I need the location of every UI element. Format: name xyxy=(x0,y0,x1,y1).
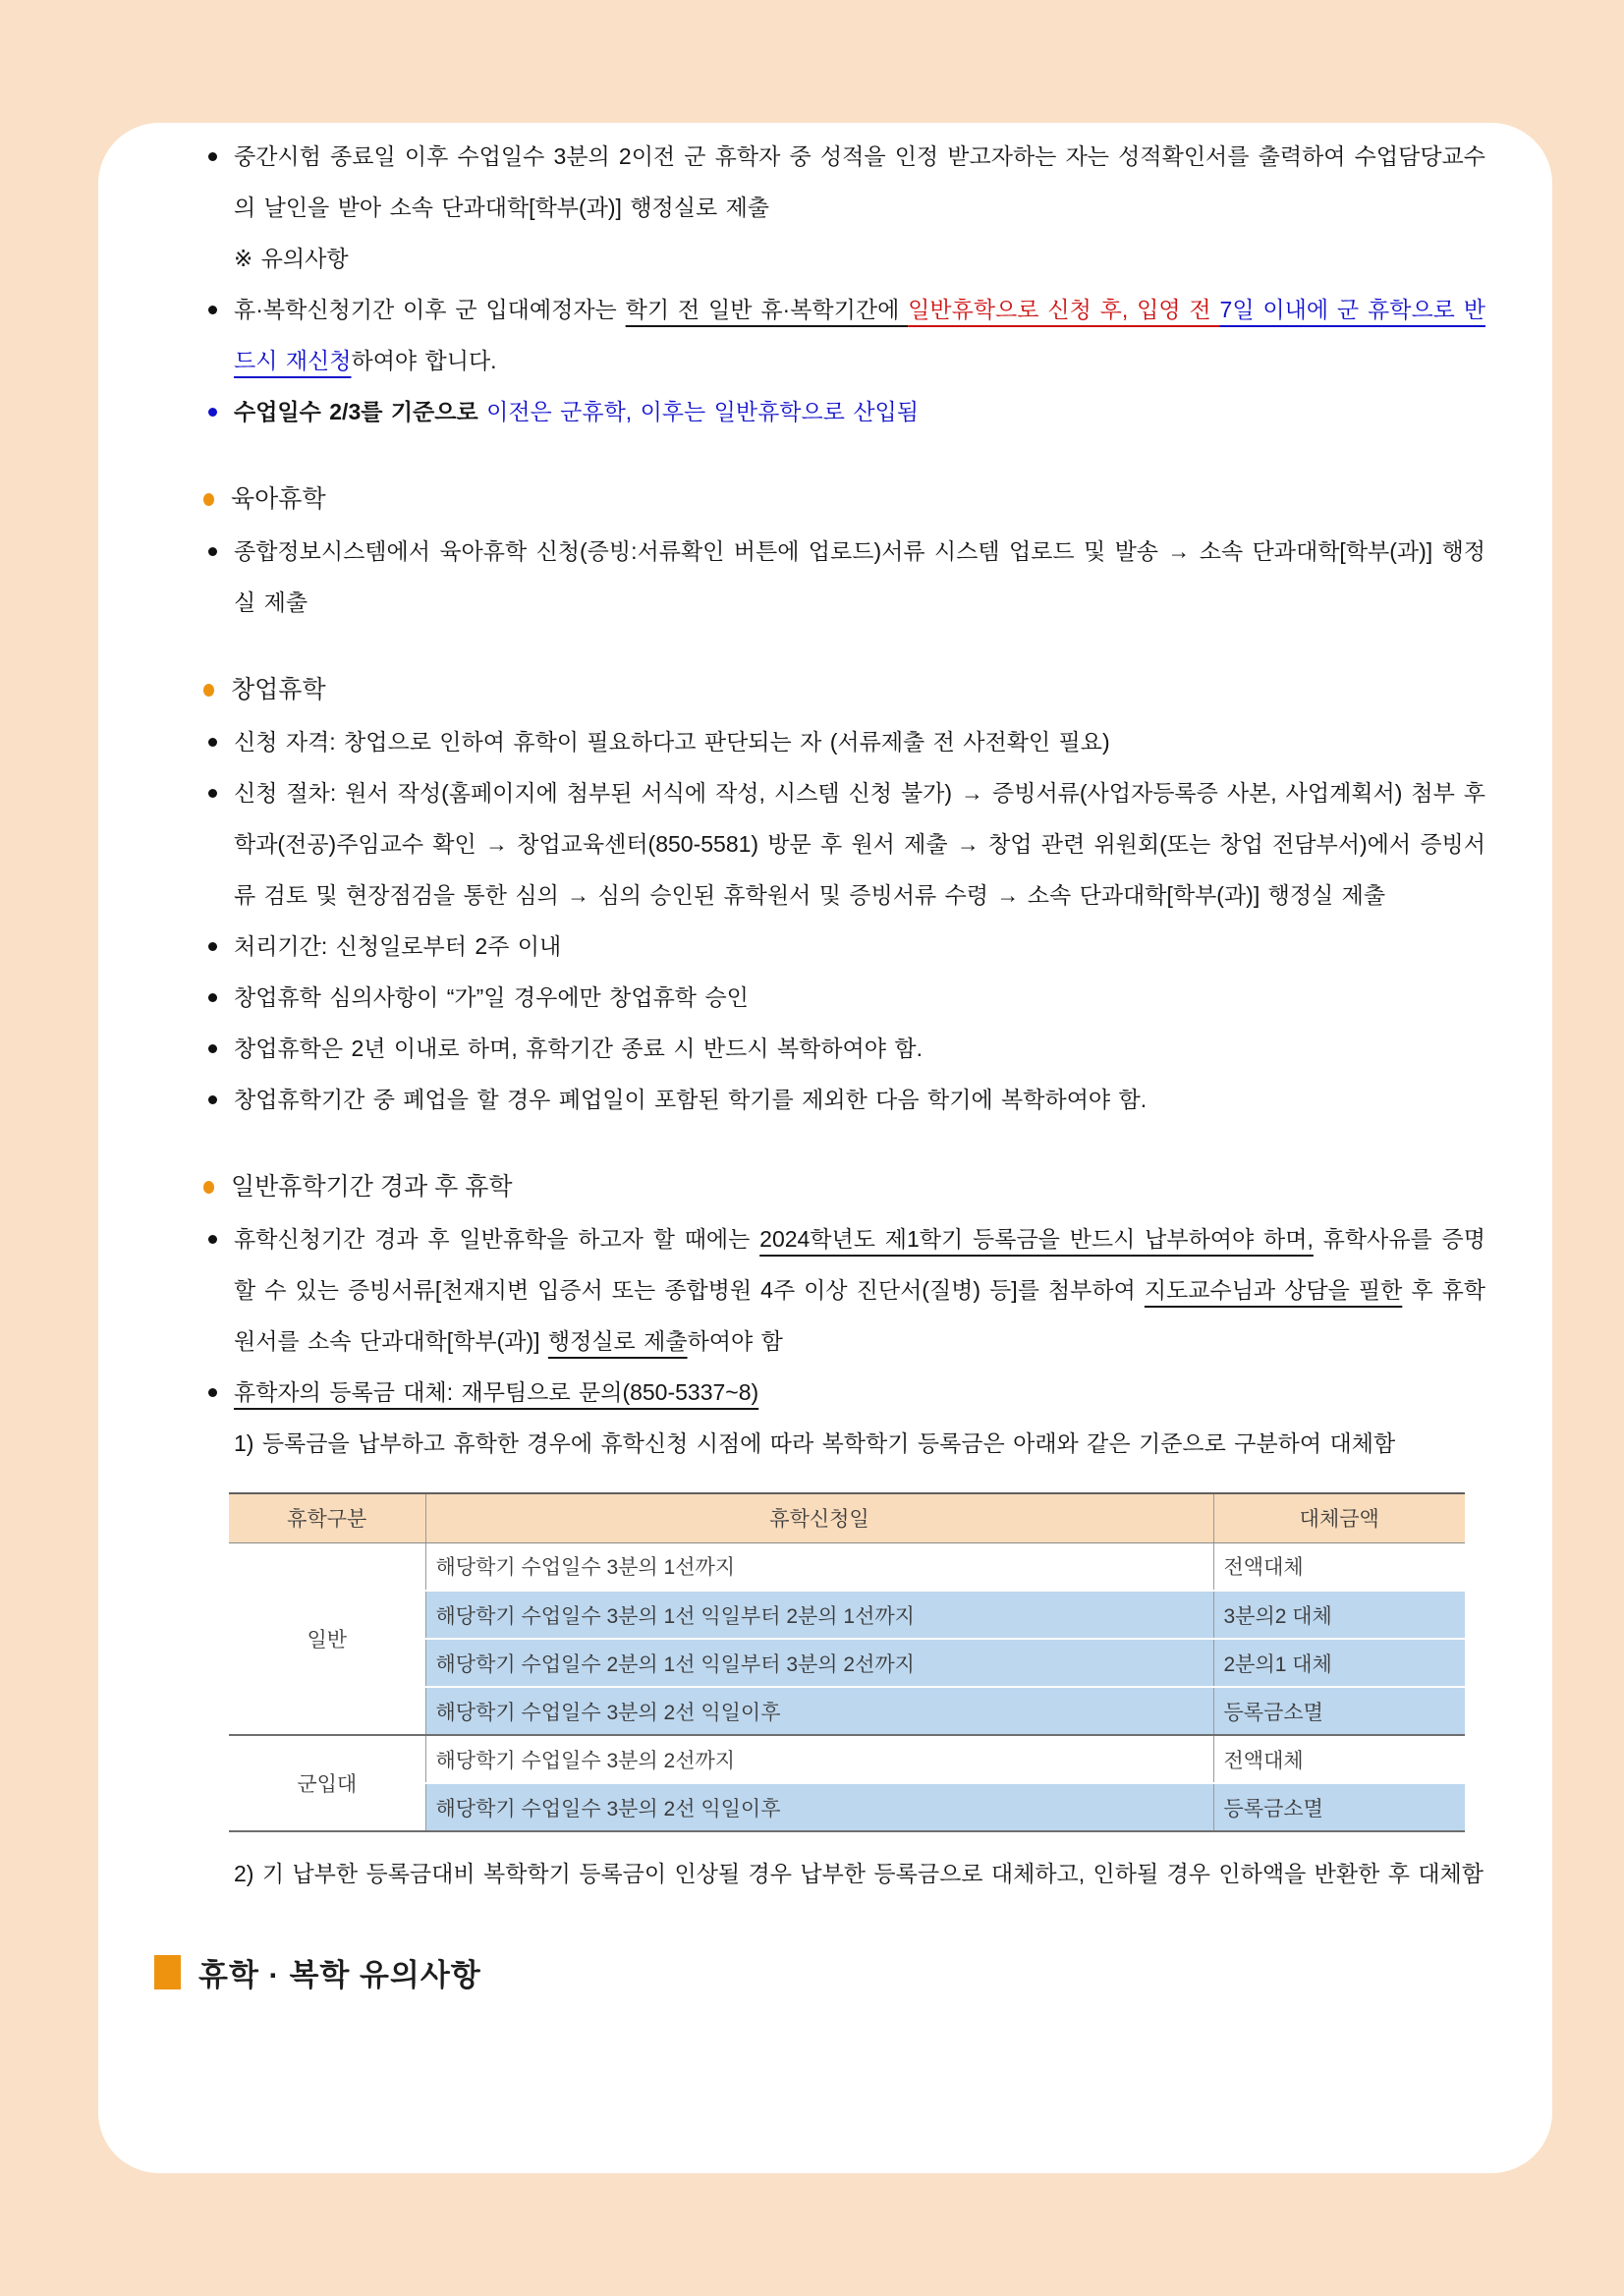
numbered-note-1 xyxy=(201,1418,1485,1469)
bullet-icon xyxy=(208,547,217,556)
note-text: 2) 기 납부한 등록금대비 복학학기 등록금이 인상될 경우 납부한 등록금으로 대체하고, 인하될 경우 인하액을 반환한 후 대체함 xyxy=(234,1861,1484,1886)
column-header-leave-type: 휴학구분 xyxy=(229,1493,425,1542)
cell-amount: 2분의1 대체 xyxy=(1213,1639,1465,1687)
cell-amount: 3분의2 대체 xyxy=(1213,1591,1465,1639)
bullet-item-startup-closure xyxy=(201,1074,1485,1125)
section-heading-text: 창업휴학 xyxy=(231,676,326,703)
document-content xyxy=(98,123,1552,1899)
bullet-item-tuition-replacement-contact xyxy=(201,1367,1485,1418)
segment-blue-underline: 7일 이내에 군 휴학으로 반드시 재신청 xyxy=(234,297,1485,373)
bullet-icon-blue xyxy=(208,408,217,417)
bullet-item-two-thirds-rule xyxy=(201,386,1485,437)
cell-period: 해당학기 수업일수 3분의 2선 익일이후 xyxy=(425,1783,1213,1831)
segment-plain: 휴학사유를 증명할 수 있는 증빙서류[천재지변 입증서 또는 종합병원 4주 이상 진단서(질병) 등]를 첨부하여 xyxy=(234,1226,1485,1303)
bullet-text: 창업휴학 심의사항이 “가”일 경우에만 창업휴학 승인 xyxy=(234,984,749,1010)
column-header-application-date: 휴학신청일 xyxy=(425,1493,1213,1542)
bullet-text: 신청 자격: 창업으로 인하여 휴학이 필요하다고 판단되는 자 (서류제출 전 사전확인 필요) xyxy=(234,729,1110,755)
bullet-item-exam-confirmation xyxy=(201,131,1485,284)
bullet-icon xyxy=(208,942,217,951)
section-heading-leave-after-period xyxy=(201,1160,1485,1213)
note-line xyxy=(234,233,1485,284)
bullet-text: 창업휴학기간 중 폐업을 할 경우 폐업일이 포함된 학기를 제외한 다음 학기에 복학하여야 함. xyxy=(234,1087,1148,1112)
bullet-item-startup-eligibility xyxy=(201,716,1485,767)
bullet-icon xyxy=(208,789,217,798)
note-text: ※ 유의사항 xyxy=(234,246,349,271)
bullet-icon xyxy=(208,738,217,747)
segment-red-underline: 일반휴학으로 신청 후, 입영 전 xyxy=(908,297,1220,322)
bullet-text: 종합정보시스템에서 육아휴학 신청(증빙:서류확인 버튼에 업로드)서류 시스템 업로드 및 발송 → 소속 단과대학[학부(과)] 행정실 제출 xyxy=(234,538,1485,615)
group-cell-military: 군입대 xyxy=(229,1735,425,1831)
table-row xyxy=(229,1735,1465,1783)
bullet-text: 신청 절차: 원서 작성(홈페이지에 첨부된 서식에 작성, 시스템 신청 불가) → 증빙서류(사업자등록증 사본, 사업계획서) 첨부 후 학과(전공)주임교수 확인 → 창업교육센터(850-5581) 방문 후 원서 제출 → 창업 관련 위원회(또는 창업 전담부서)에서 증빙서류 검토 및 현장점검을 통한 심의 → 심의 승인된 휴학원서 및 증빙서류 수령 → 소속 단과대학[학부(과)] 행정실 제출 xyxy=(234,780,1485,908)
column-header-replacement-amount: 대체금액 xyxy=(1213,1493,1465,1542)
section-heading-text: 육아휴학 xyxy=(231,485,326,513)
bullet-icon xyxy=(208,306,217,314)
numbered-note-2 xyxy=(201,1848,1485,1899)
bullet-text: 창업휴학은 2년 이내로 하며, 휴학기간 종료 시 반드시 복학하여야 함. xyxy=(234,1036,923,1061)
section-heading-startup-leave xyxy=(201,663,1485,716)
section-heading-text: 일반휴학기간 경과 후 휴학 xyxy=(231,1173,513,1201)
orange-bullet-icon xyxy=(203,493,214,506)
bullet-icon xyxy=(208,1044,217,1053)
segment-underline: 학기 전 일반 휴·복학기간에 xyxy=(625,297,909,322)
segment-plain: 휴·복학신청기간 이후 군 입대예정자는 xyxy=(234,297,626,322)
bullet-item-startup-duration xyxy=(201,1023,1485,1074)
footer-section-heading xyxy=(154,1950,1552,1994)
bullet-text: 처리기간: 신청일로부터 2주 이내 xyxy=(234,933,562,959)
section-heading-childcare-leave xyxy=(201,473,1485,526)
cell-amount: 등록금소멸 xyxy=(1213,1783,1465,1831)
table-row xyxy=(229,1542,1465,1591)
cell-amount: 등록금소멸 xyxy=(1213,1687,1465,1735)
bullet-icon xyxy=(208,1095,217,1104)
segment-plain: 후 휴학 원서를 소속 단과대학[학부(과)] xyxy=(234,1277,1486,1354)
footer-heading-text: 휴학 · 복학 유의사항 xyxy=(198,1958,481,1992)
orange-bullet-icon xyxy=(203,1181,214,1194)
cell-period: 해당학기 수업일수 3분의 2선까지 xyxy=(425,1735,1213,1783)
segment-plain: 휴학신청기간 경과 후 일반휴학을 하고자 할 때에는 xyxy=(234,1226,760,1252)
segment-underline: 행정실로 제출 xyxy=(547,1328,688,1354)
segment-plain: 하여야 합니다. xyxy=(351,348,497,373)
segment-blue: 이전은 군휴학, 이후는 일반휴학으로 산입됨 xyxy=(486,399,919,424)
table-body xyxy=(229,1542,1465,1831)
bullet-item-late-leave-requirements xyxy=(201,1213,1485,1367)
bullet-icon xyxy=(208,993,217,1002)
segment-underline: 휴학자의 등록금 대체: 재무팀으로 문의(850-5337~8) xyxy=(234,1379,759,1405)
cell-period: 해당학기 수업일수 3분의 1선까지 xyxy=(425,1542,1213,1591)
bullet-item-childcare-procedure xyxy=(201,526,1485,628)
bullet-icon xyxy=(208,1235,217,1244)
bullet-item-startup-procedure xyxy=(201,767,1485,921)
segment-bold: 수업일수 2/3를 기준으로 xyxy=(234,399,487,424)
group-cell-general: 일반 xyxy=(229,1542,425,1735)
cell-period: 해당학기 수업일수 2분의 1선 익일부터 3분의 2선까지 xyxy=(425,1639,1213,1687)
segment-plain: 하여야 함 xyxy=(687,1328,783,1354)
bullet-text: 중간시험 종료일 이후 수업일수 3분의 2이전 군 휴학자 중 성적을 인정 받고자하는 자는 성적확인서를 출력하여 수업담당교수의 날인을 받아 소속 단과대학[학부(과)] 행정실로 제출 xyxy=(234,143,1485,220)
bullet-icon xyxy=(208,1388,217,1397)
bullet-icon xyxy=(208,152,217,161)
bullet-item-startup-approval xyxy=(201,972,1485,1023)
document-card xyxy=(98,123,1552,2173)
note-text: 1) 등록금을 납부하고 휴학한 경우에 휴학신청 시점에 따라 복학학기 등록금은 아래와 같은 기준으로 구분하여 대체함 xyxy=(234,1430,1396,1456)
cell-period: 해당학기 수업일수 3분의 1선 익일부터 2분의 1선까지 xyxy=(425,1591,1213,1639)
bullet-item-startup-processing-time xyxy=(201,921,1485,972)
cell-amount: 전액대체 xyxy=(1213,1735,1465,1783)
segment-underline: 지도교수님과 상담을 필한 xyxy=(1144,1277,1403,1303)
orange-square-icon xyxy=(154,1955,181,1989)
segment-underline: 2024학년도 제1학기 등록금을 반드시 납부하여야 하며, xyxy=(759,1226,1314,1252)
orange-bullet-icon xyxy=(203,684,214,697)
tuition-replacement-table xyxy=(229,1492,1465,1832)
cell-amount: 전액대체 xyxy=(1213,1542,1465,1591)
bullet-item-military-reapply xyxy=(201,284,1485,386)
table-header-row xyxy=(229,1493,1465,1542)
table-head xyxy=(229,1493,1465,1542)
cell-period: 해당학기 수업일수 3분의 2선 익일이후 xyxy=(425,1687,1213,1735)
